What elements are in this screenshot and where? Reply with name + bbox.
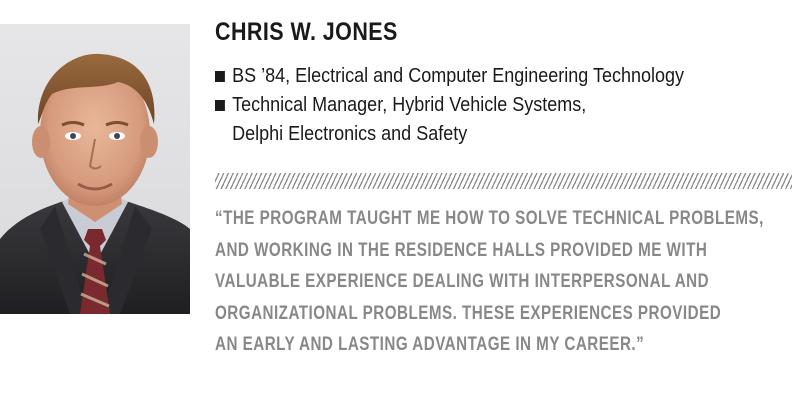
quote-line: ORGANIZATIONAL PROBLEMS. THESE EXPERIENCES PROVIDED <box>215 302 722 324</box>
testimonial-quote <box>215 203 791 361</box>
job-title-text: Technical Manager, Hybrid Vehicle Systems, <box>232 94 587 116</box>
person-name: CHRIS W. JONES <box>215 18 398 46</box>
square-bullet-icon <box>215 71 225 82</box>
degree-text: BS ’84, Electrical and Computer Engineering Technology <box>232 65 685 87</box>
quote-line: AND WORKING IN THE RESIDENCE HALLS PROVIDED ME WITH <box>215 239 708 261</box>
employer-text: Delphi Electronics and Safety <box>232 123 468 145</box>
list-item <box>215 91 684 149</box>
square-bullet-icon <box>215 100 225 111</box>
portrait-photo <box>0 24 190 314</box>
quote-line: “THE PROGRAM TAUGHT ME HOW TO SOLVE TECHNICAL PROBLEMS, <box>215 208 764 229</box>
quote-line: VALUABLE EXPERIENCE DEALING WITH INTERPERSONAL AND <box>215 271 710 292</box>
list-item <box>215 62 684 91</box>
quote-line: AN EARLY AND LASTING ADVANTAGE IN MY CAREER.” <box>215 334 645 355</box>
credentials-list <box>215 62 736 149</box>
hatched-divider <box>215 173 792 189</box>
